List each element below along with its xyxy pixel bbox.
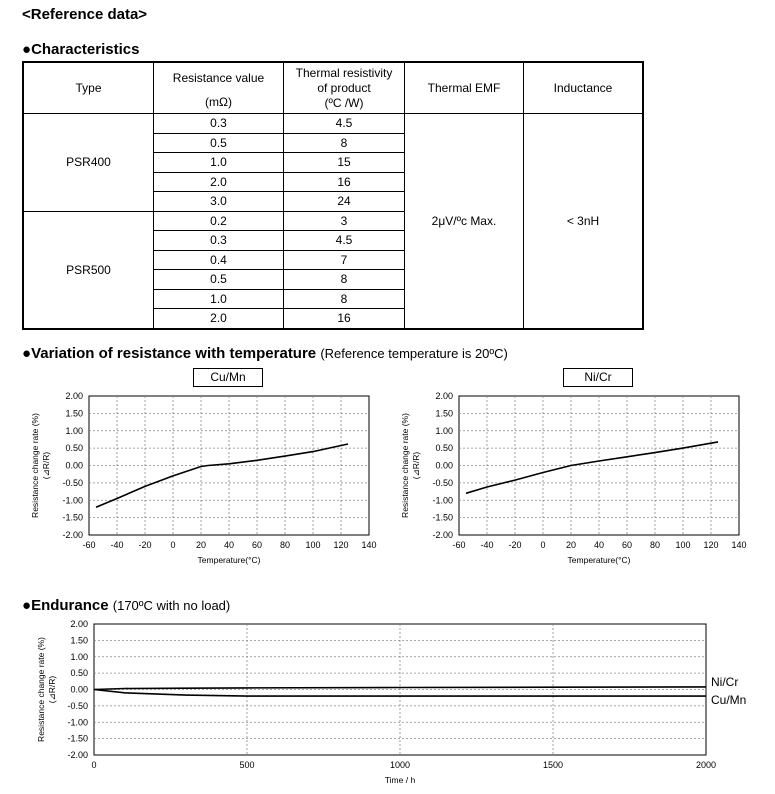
y-tick-label: -1.00	[67, 717, 88, 728]
y-tick-label: 1.00	[435, 425, 453, 436]
x-tick-label: -40	[480, 540, 494, 550]
x-tick-label: 140	[731, 540, 747, 550]
y-tick-label: -2.00	[67, 750, 88, 760]
resistance-cell: 2.0	[154, 172, 284, 192]
x-tick-label: 500	[239, 760, 255, 770]
x-tick-label: 80	[279, 540, 291, 550]
y-tick-label: 0.50	[65, 443, 83, 454]
x-tick-label: 1000	[389, 760, 411, 770]
y-tick-label: 1.50	[435, 408, 453, 419]
x-axis-label: Time / h	[384, 775, 416, 785]
y-axis-label: Resistance change rate (%)	[30, 413, 40, 518]
header-resistance	[154, 62, 284, 114]
y-tick-label: 0.00	[70, 684, 88, 695]
y-tick-label: -2.00	[432, 530, 453, 540]
thermal-cell: 16	[284, 172, 405, 192]
series-line	[466, 442, 718, 493]
resistance-cell: 3.0	[154, 192, 284, 212]
chart-title-nicr: Ni/Cr	[563, 368, 633, 387]
y-tick-label: -0.50	[432, 477, 453, 488]
thermal-cell: 4.5	[284, 114, 405, 134]
section-endurance-heading	[22, 597, 230, 614]
table-row	[23, 114, 643, 134]
y-axis-label: Resistance change rate (%)	[400, 413, 410, 518]
x-tick-label: -20	[138, 540, 152, 550]
bullet-icon: ●	[22, 41, 32, 58]
section-temperature-heading	[22, 345, 508, 362]
resistance-cell: 0.3	[154, 231, 284, 251]
x-tick-label: 40	[593, 540, 605, 550]
y-axis-label-unit: (⊿R/R)	[41, 451, 51, 480]
resistance-cell: 2.0	[154, 309, 284, 329]
section-endurance-note: (170ºC with no load)	[112, 598, 231, 613]
x-tick-label: 140	[361, 540, 377, 550]
y-tick-label: -1.00	[432, 495, 453, 506]
x-tick-label: -60	[82, 540, 96, 550]
y-tick-label: 0.00	[435, 460, 453, 471]
y-tick-label: 1.50	[70, 635, 88, 646]
thermal-cell: 8	[284, 270, 405, 290]
resistance-cell: 0.2	[154, 211, 284, 231]
x-tick-label: -60	[452, 540, 466, 550]
y-tick-label: -0.50	[62, 477, 83, 488]
resistance-cell: 1.0	[154, 289, 284, 309]
thermal-cell: 16	[284, 309, 405, 329]
bullet-icon: ●	[22, 597, 32, 614]
y-tick-label: 0.50	[435, 443, 453, 454]
header-inductance: Inductance	[524, 62, 644, 114]
y-tick-label: 2.00	[70, 619, 88, 629]
y-axis-label-unit: (⊿R/R)	[47, 675, 57, 704]
y-tick-label: 0.50	[70, 668, 88, 679]
x-tick-label: 0	[540, 540, 546, 550]
x-tick-label: 40	[223, 540, 235, 550]
chart-nicr	[392, 388, 752, 578]
chart-title-cumn: Cu/Mn	[193, 368, 263, 387]
thermal-cell: 3	[284, 211, 405, 231]
thermal-cell: 15	[284, 153, 405, 173]
y-tick-label: -2.00	[62, 530, 83, 540]
x-tick-label: -20	[508, 540, 522, 550]
header-thermal-line1: Thermal resistivity	[295, 65, 393, 80]
resistance-cell: 0.3	[154, 114, 284, 134]
thermal-cell: 24	[284, 192, 405, 212]
chart-cumn	[22, 388, 382, 578]
series-label: Cu/Mn	[711, 693, 747, 708]
header-thermal	[284, 62, 405, 114]
resistance-cell: 1.0	[154, 153, 284, 173]
y-axis-label: Resistance change rate (%)	[36, 637, 46, 742]
y-tick-label: 2.00	[435, 391, 453, 401]
header-resistance-line1: Resistance value	[172, 70, 265, 85]
x-tick-label: 2000	[695, 760, 717, 770]
table-header-row	[23, 62, 643, 114]
thermal-cell: 8	[284, 133, 405, 153]
section-characteristics-title: Characteristics	[31, 41, 140, 58]
x-tick-label: 0	[91, 760, 97, 770]
x-tick-label: 100	[305, 540, 321, 550]
x-tick-label: 0	[170, 540, 176, 550]
type-cell-psr400: PSR400	[23, 114, 154, 212]
header-type: Type	[23, 62, 154, 114]
thermal-cell: 8	[284, 289, 405, 309]
header-emf: Thermal EMF	[405, 62, 524, 114]
y-tick-label: 0.00	[65, 460, 83, 471]
series-line	[96, 444, 348, 507]
x-tick-label: 20	[195, 540, 207, 550]
y-tick-label: -1.50	[67, 733, 88, 744]
x-tick-label: 120	[703, 540, 719, 550]
resistance-cell: 0.5	[154, 270, 284, 290]
characteristics-table	[22, 61, 644, 330]
x-tick-label: -40	[110, 540, 124, 550]
y-tick-label: 1.50	[65, 408, 83, 419]
page-title: <Reference data>	[22, 6, 148, 23]
header-thermal-line3: (ºC /W)	[324, 95, 364, 110]
x-tick-label: 80	[649, 540, 661, 550]
section-endurance-title: Endurance	[31, 597, 109, 614]
type-cell-psr500: PSR500	[23, 211, 154, 329]
inductance-cell: < 3nH	[524, 114, 644, 329]
y-tick-label: 2.00	[65, 391, 83, 401]
y-tick-label: 1.00	[70, 651, 88, 662]
x-tick-label: 120	[333, 540, 349, 550]
y-tick-label: -0.50	[67, 700, 88, 711]
emf-cell: 2μV/ºc Max.	[405, 114, 524, 329]
y-tick-label: 1.00	[65, 425, 83, 436]
header-resistance-line2: (mΩ)	[205, 94, 232, 109]
resistance-cell: 0.4	[154, 250, 284, 270]
x-axis-label: Temperature(°C)	[567, 555, 631, 565]
x-tick-label: 60	[621, 540, 633, 550]
section-temperature-note: (Reference temperature is 20ºC)	[320, 346, 508, 361]
thermal-cell: 7	[284, 250, 405, 270]
x-tick-label: 20	[565, 540, 577, 550]
x-tick-label: 100	[675, 540, 691, 550]
x-axis-label: Temperature(°C)	[197, 555, 261, 565]
y-tick-label: -1.00	[62, 495, 83, 506]
series-label: Ni/Cr	[711, 674, 739, 689]
x-tick-label: 60	[251, 540, 263, 550]
thermal-cell: 4.5	[284, 231, 405, 251]
y-axis-label-unit: (⊿R/R)	[411, 451, 421, 480]
section-temperature-title: Variation of resistance with temperature	[31, 345, 317, 362]
y-tick-label: -1.50	[432, 512, 453, 523]
chart-endurance	[22, 616, 772, 792]
y-tick-label: -1.50	[62, 512, 83, 523]
bullet-icon: ●	[22, 345, 32, 362]
x-tick-label: 1500	[542, 760, 564, 770]
header-thermal-line2: of product	[317, 80, 371, 95]
resistance-cell: 0.5	[154, 133, 284, 153]
section-characteristics-heading	[22, 41, 139, 58]
